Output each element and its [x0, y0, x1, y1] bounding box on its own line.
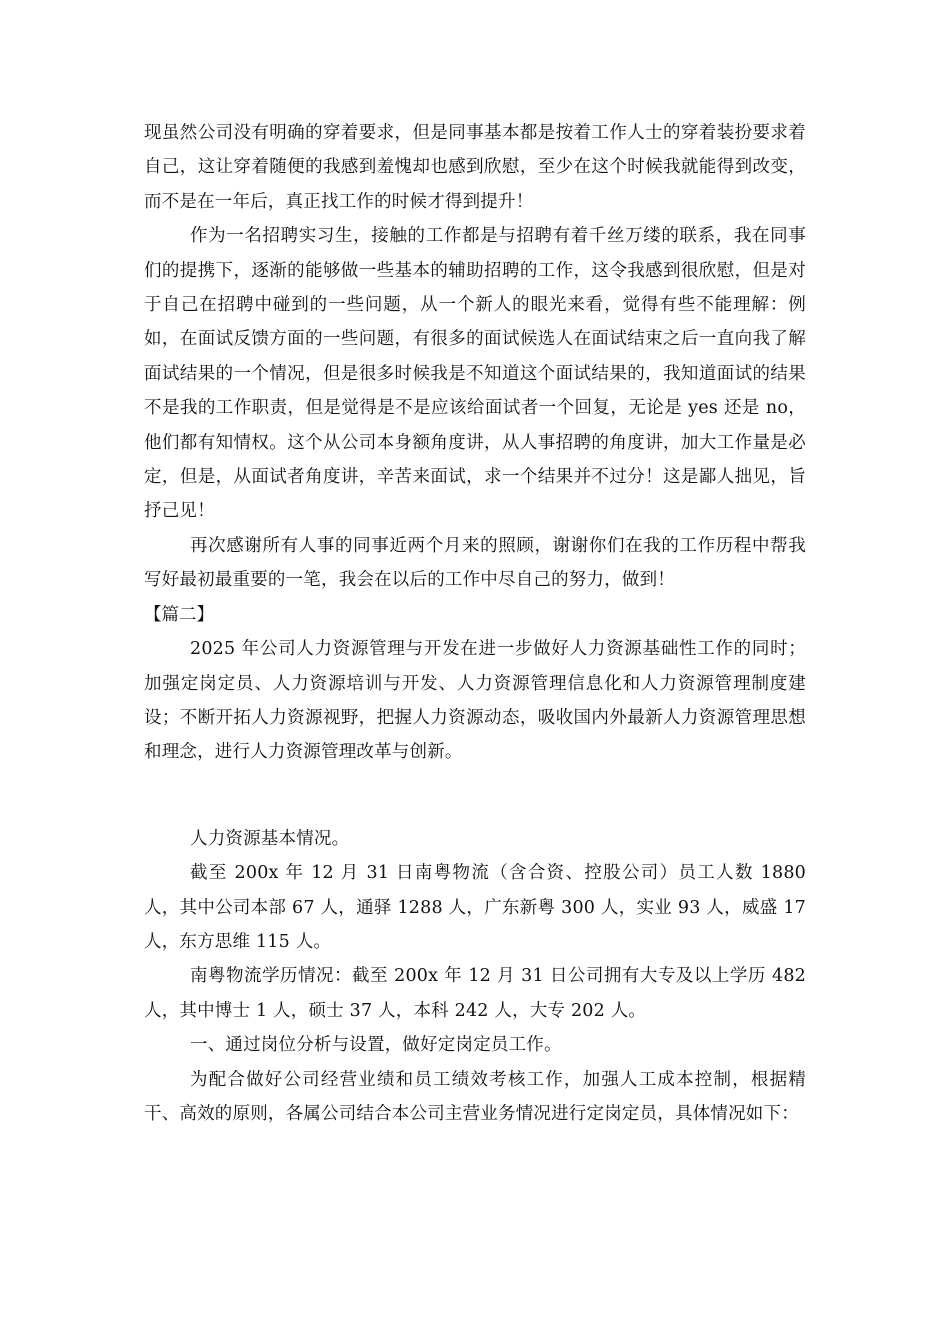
paragraph-education: 南粤物流学历情况：截至 200x 年 12 月 31 日公司拥有大专及以上学历 482 人，其中博士 1 人，硕士 37 人，本科 242 人，大专 202 人。 — [144, 966, 806, 1021]
document-body — [144, 116, 806, 1131]
paragraph-section-one-title: 一、通过岗位分析与设置，做好定岗定员工作。 — [190, 1035, 562, 1056]
paragraph-hr-overview: 2025 年公司人力资源管理与开发在进一步做好人力资源基础性工作的同时；加强定岗定员、人力资源培训与开发、人力资源管理信息化和人力资源管理制度建设；不断开拓人力资源视野，把握人力资源动态，吸收国内外最新人力资源管理思想和理念，进行人力资源管理改革与创新。 — [144, 639, 806, 763]
paragraph-thanks: 再次感谢所有人事的同事近两个月来的照顾，谢谢你们在我的工作历程中帮我写好最初最重要的一笔，我会在以后的工作中尽自己的努力，做到！ — [144, 535, 806, 591]
paragraph-recruiting-intern: 作为一名招聘实习生，接触的工作都是与招聘有着千丝万缕的联系，我在同事们的提携下，逐渐的能够做一些基本的辅助招聘的工作，这令我感到很欣慰，但是对于自己在招聘中碰到的一些问题，从一个新人的眼光来看，觉得有些不能理解：例如，在面试反馈方面的一些问题，有很多的面试候选人在面试结束之后一直向我了解面试结果的一个情况，但是很多时候我是不知道这个面试结果的，我知道面试的结果不是我的工作职责，但是觉得是不是应该给面试者一个回复，无论是 yes 还是 no，他们都有知情权。这个从公司本身额角度讲，从人事招聘的角度讲，加大工作量是必定，但是，从面试者角度讲，辛苦来面试，求一个结果并不过分！这是鄙人拙见，旨抒己见！ — [144, 226, 806, 522]
paragraph-spacer — [144, 770, 806, 822]
paragraph-hr-basic-heading: 人力资源基本情况。 — [190, 828, 350, 849]
section-heading-part-two: 【篇二】 — [144, 604, 214, 625]
paragraph-attire: 现虽然公司没有明确的穿着要求，但是同事基本都是按着工作人士的穿着装扮要求着自己，这让穿着随便的我感到羞愧却也感到欣慰，至少在这个时候我就能得到改变，而不是在一年后，真正找工作的时候才得到提升！ — [144, 123, 806, 212]
paragraph-staffing: 为配合做好公司经营业绩和员工绩效考核工作，加强人工成本控制，根据精干、高效的原则，各属公司结合本公司主营业务情况进行定岗定员，具体情况如下： — [144, 1069, 806, 1124]
paragraph-headcount: 截至 200x 年 12 月 31 日南粤物流（含合资、控股公司）员工人数 1880 人，其中公司本部 67 人，通驿 1288 人，广东新粤 300 人，实业 93 人，威盛 17 人，东方思维 115 人。 — [144, 863, 806, 952]
